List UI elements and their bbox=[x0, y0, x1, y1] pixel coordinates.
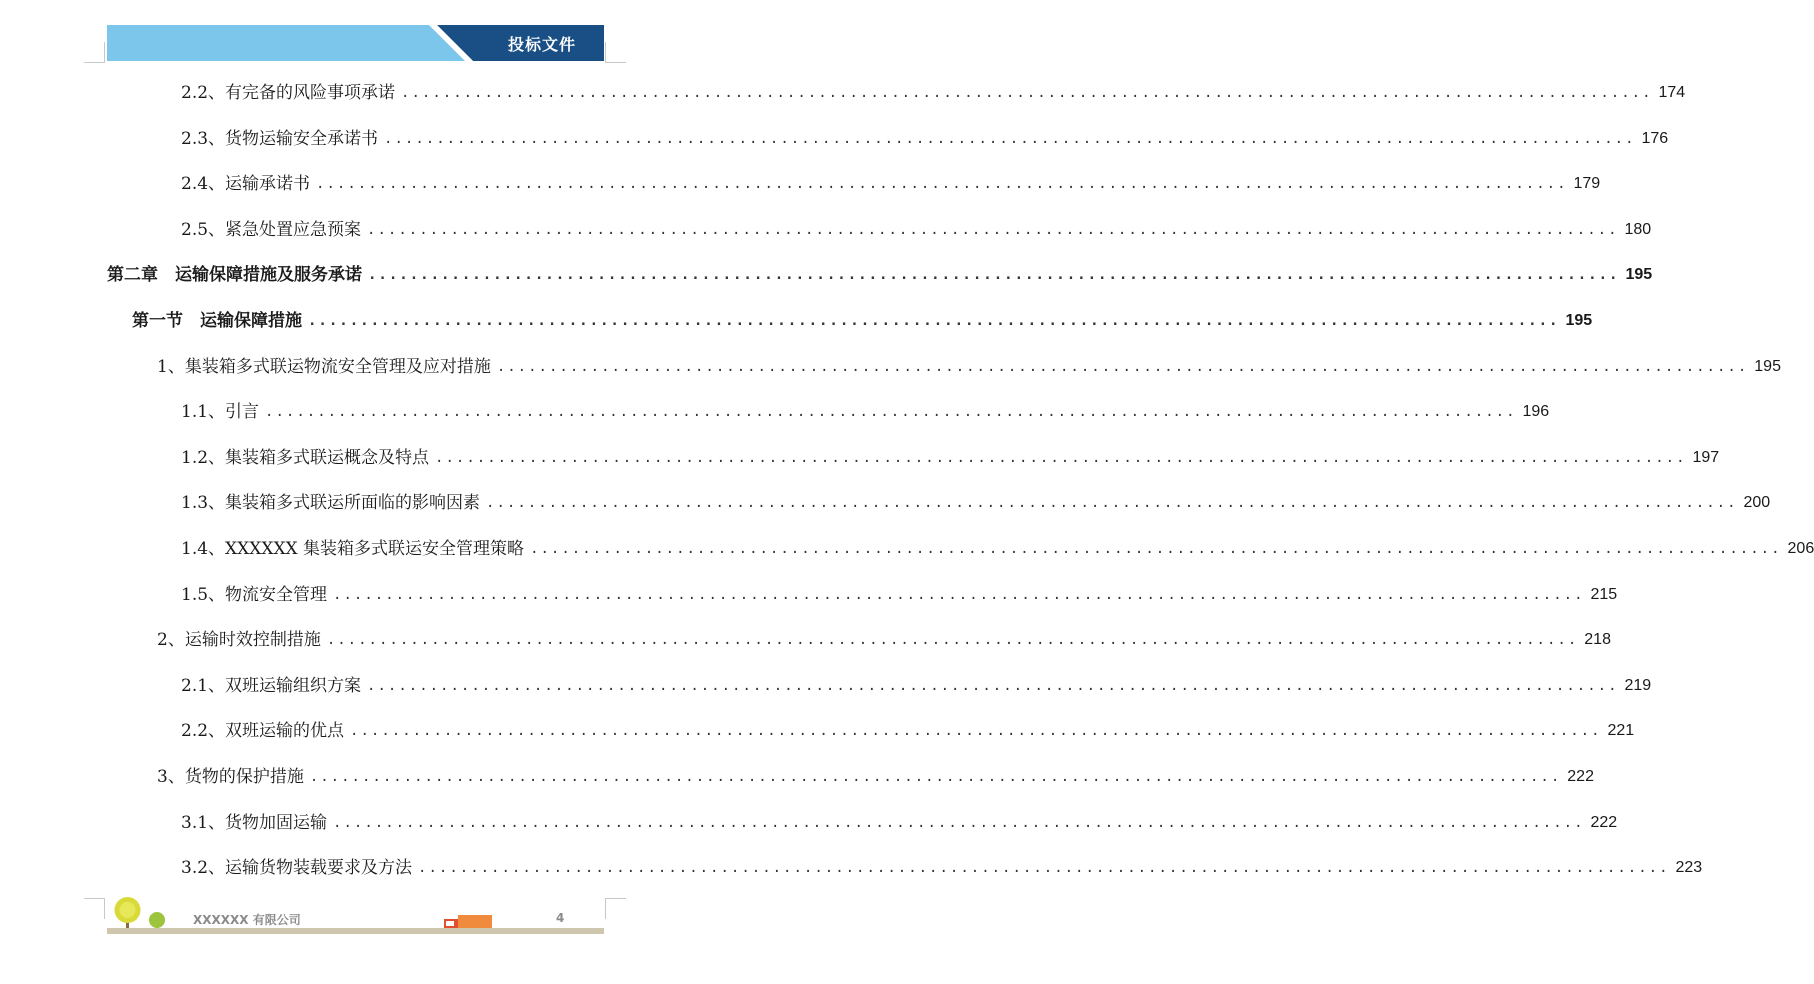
toc-leader-dots: ........................................................................................................................ bbox=[350, 723, 1602, 739]
toc-entry[interactable] bbox=[181, 443, 1720, 469]
toc-entry[interactable] bbox=[181, 853, 1703, 879]
toc-entry-label: 1.3、集装箱多式联运所面临的影响因素 bbox=[181, 493, 481, 513]
toc-entry-page: 176 bbox=[1641, 130, 1669, 147]
toc-leader-dots: ........................................................................................................................ bbox=[326, 632, 1579, 648]
toc-entry-page: 222 bbox=[1590, 814, 1618, 831]
toc-entry[interactable] bbox=[181, 488, 1771, 514]
toc-leader-dots: ........................................................................................................................ bbox=[333, 587, 1585, 603]
toc-leader-dots: ........................................................................................................................ bbox=[418, 860, 1670, 876]
toc-entry-label: 1.5、物流安全管理 bbox=[181, 585, 328, 605]
toc-leader-dots: ........................................................................................................................ bbox=[486, 495, 1738, 511]
toc-entry-label: 2.3、货物运输安全承诺书 bbox=[181, 129, 379, 149]
toc-entry-label: 1.1、引言 bbox=[181, 402, 260, 422]
toc-entry[interactable] bbox=[181, 169, 1601, 195]
toc-leader-dots: ........................................................................................................................ bbox=[265, 404, 1517, 420]
truck-icon bbox=[444, 914, 494, 938]
toc-leader-dots: ........................................................................................................................ bbox=[309, 769, 1562, 785]
toc-entry[interactable] bbox=[181, 215, 1652, 241]
footer-page-number: 4 bbox=[556, 911, 565, 925]
toc-entry-label: 3.2、运输货物装载要求及方法 bbox=[181, 858, 413, 878]
toc-entry-page: 195 bbox=[1625, 266, 1653, 283]
toc-entry-label: 2.2、有完备的风险事项承诺 bbox=[181, 83, 396, 103]
toc-leader-dots: ........................................................................................................................ bbox=[368, 267, 1620, 283]
toc-entry[interactable] bbox=[181, 580, 1618, 606]
toc-entry[interactable] bbox=[107, 260, 1653, 286]
toc-leader-dots: ........................................................................................................................ bbox=[367, 222, 1619, 238]
toc-entry-page: 195 bbox=[1565, 312, 1593, 329]
toc-leader-dots: ........................................................................................................................ bbox=[435, 450, 1687, 466]
toc-entry-page: 221 bbox=[1607, 722, 1635, 739]
toc-entry-label: 1.2、集装箱多式联运概念及特点 bbox=[181, 448, 430, 468]
toc-leader-dots: ........................................................................................................................ bbox=[367, 678, 1619, 694]
toc-entry-page: 206 bbox=[1787, 540, 1814, 557]
toc-entry-label: 2.1、双班运输组织方案 bbox=[181, 676, 362, 696]
toc-entry-page: 218 bbox=[1584, 631, 1611, 648]
footer-bar bbox=[107, 928, 604, 934]
toc-entry-page: 179 bbox=[1573, 175, 1601, 192]
toc-entry-page: 223 bbox=[1675, 859, 1703, 876]
toc-entry-page: 195 bbox=[1754, 358, 1781, 375]
toc-entry-label: 3、货物的保护措施 bbox=[157, 767, 304, 787]
toc-entry-label: 第二章 运输保障措施及服务承诺 bbox=[107, 265, 362, 285]
toc-entry-label: 2.5、紧急处置应急预案 bbox=[181, 220, 362, 240]
toc-leader-dots: ........................................................................................................................ bbox=[333, 815, 1585, 831]
toc-entry-label: 1、集装箱多式联运物流安全管理及应对措施 bbox=[157, 357, 491, 377]
toc-entry[interactable] bbox=[157, 625, 1611, 651]
tree-icon bbox=[110, 895, 172, 941]
toc-entry[interactable] bbox=[181, 716, 1635, 742]
toc-entry[interactable] bbox=[181, 397, 1550, 423]
toc-entry[interactable] bbox=[181, 808, 1618, 834]
toc-entry[interactable] bbox=[181, 534, 1814, 560]
toc-entry-page: 215 bbox=[1590, 586, 1618, 603]
toc-entry-label: 1.4、XXXXXX 集装箱多式联运安全管理策略 bbox=[181, 539, 525, 559]
toc-entry-label: 第一节 运输保障措施 bbox=[132, 311, 302, 331]
footer-company: XXXXXX 有限公司 bbox=[193, 913, 301, 927]
toc-entry[interactable] bbox=[181, 78, 1686, 104]
toc-entry[interactable] bbox=[132, 306, 1593, 332]
toc-entry-label: 3.1、货物加固运输 bbox=[181, 813, 328, 833]
toc-entry-label: 2.4、运输承诺书 bbox=[181, 174, 311, 194]
toc-entry-page: 196 bbox=[1522, 403, 1550, 420]
toc-entry-label: 2.2、双班运输的优点 bbox=[181, 721, 345, 741]
header-title: 投标文件 bbox=[507, 35, 576, 54]
toc-leader-dots: ........................................................................................................................ bbox=[496, 359, 1749, 375]
toc-entry-page: 180 bbox=[1624, 221, 1652, 238]
toc-entry[interactable] bbox=[157, 762, 1594, 788]
toc-entry-page: 197 bbox=[1692, 449, 1720, 466]
toc-entry-label: 2、运输时效控制措施 bbox=[157, 630, 321, 650]
toc-entry-page: 200 bbox=[1743, 494, 1771, 511]
toc-entry-page: 222 bbox=[1567, 768, 1594, 785]
toc-entry[interactable] bbox=[157, 352, 1781, 378]
toc-leader-dots: ........................................................................................................................ bbox=[401, 85, 1653, 101]
toc-entry-page: 219 bbox=[1624, 677, 1652, 694]
toc-leader-dots: ........................................................................................................................ bbox=[530, 541, 1782, 557]
toc-entry[interactable] bbox=[181, 124, 1669, 150]
toc-leader-dots: ........................................................................................................................ bbox=[384, 131, 1636, 147]
toc-entry[interactable] bbox=[181, 671, 1652, 697]
toc-leader-dots: ........................................................................................................................ bbox=[308, 313, 1560, 329]
toc-entry-page: 174 bbox=[1658, 84, 1686, 101]
toc-leader-dots: ........................................................................................................................ bbox=[316, 176, 1568, 192]
